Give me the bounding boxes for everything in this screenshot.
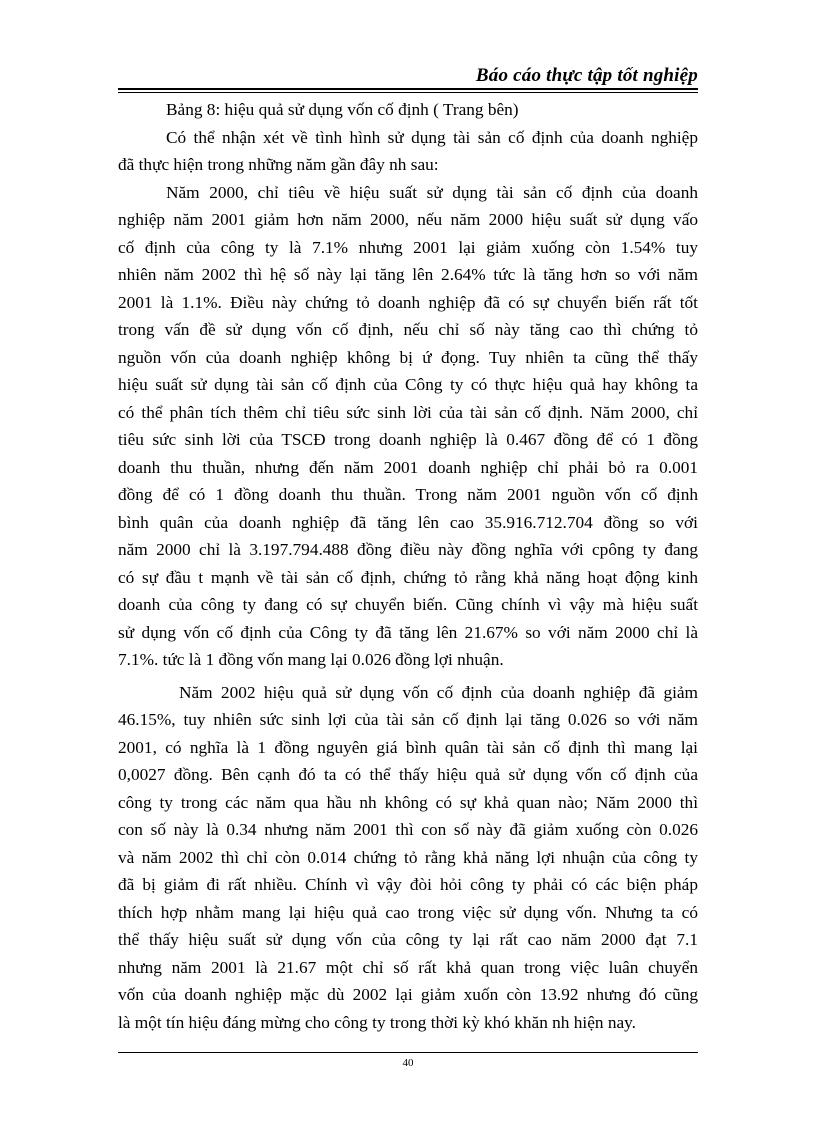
text-line: 2001, có nghĩa là 1 đồng nguyên giá bình quân tài sản cố định thì mang lại [118,737,698,757]
text-line: là một tín hiệu đáng mừng cho công ty trong thời kỳ khó khăn nh hiện nay. [118,1012,636,1032]
text-line: đã bị giảm đi rất nhiều. Chính vì vậy đòi hỏi công ty phải có các biện pháp [118,875,698,894]
text-line: đồng để có 1 đồng doanh thu thuần. Trong năm 2001 nguồn vốn cố định [118,485,698,504]
text-line: công ty trong các năm qua hầu nh không có sự khả quan nào; Năm 2000 thì [118,792,698,812]
text-line: 2001 là 1.1%. Điều này chứng tỏ doanh nghiệp đã có sự chuyển biến rất tốt [118,292,698,312]
text-line: trong vấn đề sử dụng vốn cố định, nếu chỉ số này tăng cao thì chứng tỏ [118,320,698,339]
text-line: có thể phân tích thêm chỉ tiêu sức sinh lời của tài sản cố định. Năm 2000, chỉ [118,402,698,422]
text-line: Năm 2000, chỉ tiêu về hiệu suất sử dụng tài sản cố định của doanh [166,182,698,202]
text-line: 7.1%. tức là 1 đồng vốn mang lại 0.026 đồng lợi nhuận. [118,650,504,669]
text-line: năm 2000 chỉ là 3.197.794.488 đồng điều này đồng nghĩa với cpông ty đang [118,540,698,559]
document-body [118,96,698,1036]
text-line: nguồn vốn của doanh nghiệp không bị ứ đọng. Tuy nhiên ta cũng thể thấy [118,347,698,367]
footer-rule [118,1052,698,1053]
text-line: nghiệp năm 2001 giảm hơn năm 2000, nếu năm 2000 hiệu suất sử dụng vấo [118,210,698,229]
page-header [118,62,698,92]
header-rule-thin [118,92,698,93]
text-line: có sự đầu t mạnh về tài sản cố định, chứng tỏ rằng khả năng hoạt động kinh [118,567,698,587]
text-line: sử dụng vốn cố định của Công ty đã tăng lên 21.67% so với năm 2000 chỉ là [118,622,698,642]
text-line: đã thực hiện trong những năm gần đây nh sau: [118,155,439,174]
text-line: và năm 2002 thì chỉ còn 0.014 chứng tỏ rằng khả năng lợi nhuận của công ty [118,847,698,867]
text-line: nhiên năm 2002 thì hệ số này lại tăng lên 2.64% tức là tăng hơn so với năm [118,265,698,284]
text-line: Có thể nhận xét về tình hình sử dụng tài sản cố định của doanh nghiệp [166,127,698,147]
header-rule [118,88,698,90]
intro-paragraph [118,124,698,179]
text-line: tiêu sức sinh lời của TSCĐ trong doanh nghiệp là 0.467 đồng để có 1 đồng [118,430,698,449]
text-line: Năm 2002 hiệu quả sử dụng vốn cố định của doanh nghiệp đã giảm [179,682,698,702]
page-number: 40 [402,1057,414,1069]
analysis-paragraph-2000-2001 [118,179,698,674]
text-line: nhưng năm 2001 là 21.67 một chỉ số rất khả quan trong việc luân chuyển [118,957,698,977]
text-line: bình quân của doanh nghiệp đã tăng lên cao 35.916.712.704 đồng so với [118,512,698,532]
page-footer [118,1052,698,1069]
analysis-paragraph-2002 [118,679,698,1037]
text-line: con số này là 0.34 nhưng năm 2001 thì con số này đã giảm xuống còn 0.026 [118,820,698,839]
text-line: thích hợp nhằm mang lại hiệu quả cao trong việc sử dụng vốn. Nhưng ta có [118,902,698,922]
text-line: vốn của doanh nghiệp mặc dù 2002 lại giảm xuốn còn 13.92 nhưng đó cũng [118,985,698,1004]
table-reference-paragraph [118,96,698,124]
text-line: cố định của công ty là 7.1% nhưng 2001 lại giảm xuống còn 1.54% tuy [118,237,698,257]
text-line: Bảng 8: hiệu quả sử dụng vốn cố định ( Trang bên) [166,100,519,119]
text-line: 0,0027 đồng. Bên cạnh đó ta có thể thấy hiệu quả sử dụng vốn cố định của [118,765,698,784]
header-title: Báo cáo thực tập tốt nghiệp [475,65,698,86]
text-line: doanh thu thuần, nhưng đến năm 2001 doanh nghiệp chỉ phải bỏ ra 0.001 [118,457,698,477]
text-line: hiệu suất sử dụng tài sản cố định của Công ty có thực hiệu quả hay không ta [118,375,698,394]
text-line: 46.15%, tuy nhiên sức sinh lợi của tài sản cố định lại tăng 0.026 so với năm [118,710,698,729]
text-line: doanh của công ty đang có sự chuyển biến. Cũng chính vì vậy mà hiệu suất [118,595,698,614]
text-line: thể thấy hiệu suất sử dụng vốn của công ty lại rất cao năm 2000 đạt 7.1 [118,930,698,949]
